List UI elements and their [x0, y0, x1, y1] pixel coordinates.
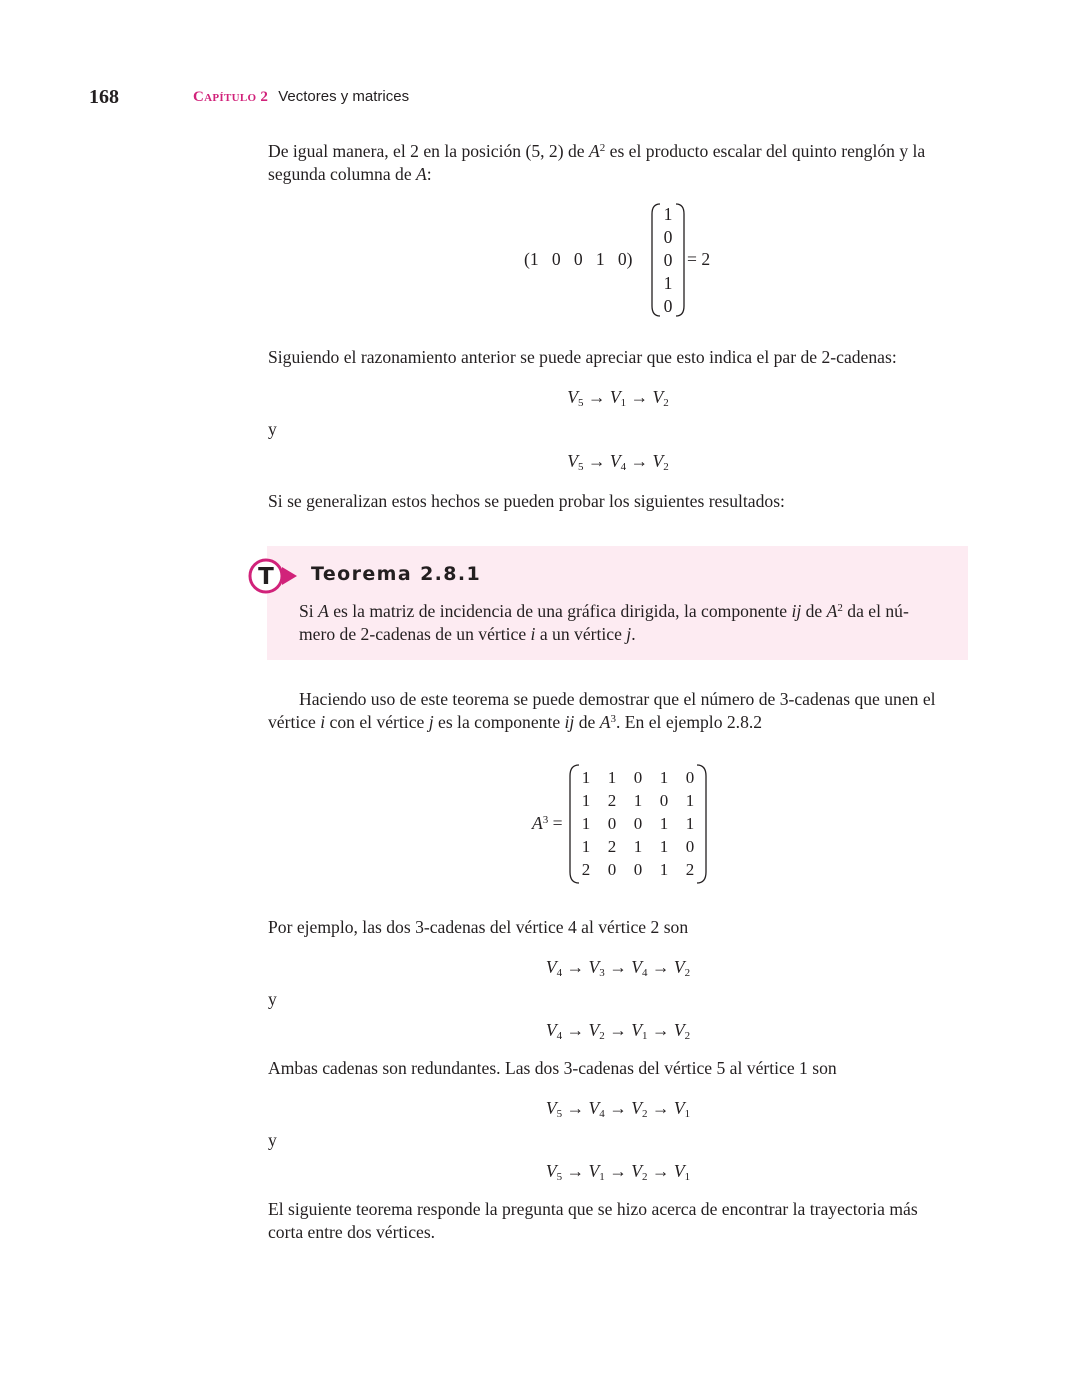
chain-1: $V_5 \to V_1 \to V_2$ [567, 387, 669, 409]
matrix-cell: 0 [633, 860, 643, 879]
matrix-cell: 1 [659, 814, 669, 833]
conjunction-y: y [268, 419, 277, 439]
matrix-row [573, 835, 703, 858]
paragraph-4 [268, 688, 968, 734]
matrix-cell: 1 [659, 837, 669, 856]
paragraph-7 [268, 1198, 968, 1244]
matrix-cell: 1 [581, 837, 591, 856]
theorem-line-2: mero de 2-cadenas de un vértice i a un vértice j. [299, 624, 636, 644]
matrix-row [573, 766, 703, 789]
running-header [193, 88, 409, 106]
matrix-cell: 1 [607, 768, 617, 787]
theorem-icon [247, 557, 299, 595]
matrix-cell: 1 [685, 791, 695, 810]
matrix-cell: 2 [607, 791, 617, 810]
matrix-cell: 1 [581, 768, 591, 787]
paragraph-5: Por ejemplo, las dos 3-cadenas del vértice 4 al vértice 2 son [268, 917, 689, 937]
theorem-icon-letter: T [258, 564, 274, 590]
row-vector: (1 0 0 1 0) [524, 249, 633, 269]
matrix-label: $A^3$ = [532, 813, 563, 833]
paragraph-7-line-1: El siguiente teorema responde la pregunta que se hizo acerca de encontrar la trayectoria más [268, 1199, 918, 1219]
column-vector [660, 203, 676, 318]
matrix-cell: 1 [581, 791, 591, 810]
matrix-cell: 1 [633, 791, 643, 810]
matrix-row [573, 812, 703, 835]
chain-6: $V_5 \to V_1 \to V_2 \to V_1$ [545, 1161, 691, 1183]
theorem-statement [299, 600, 949, 646]
matrix-cell: 0 [633, 768, 643, 787]
theorem-line-1: Si A es la matriz de incidencia de una gráfica dirigida, la componente ij de $A^2$ da el nú- [299, 601, 909, 621]
chapter-title: Vectores y matrices [278, 88, 410, 105]
chain-5: $V_5 \to V_4 \to V_2 \to V_1$ [545, 1098, 691, 1120]
column-vector-entry: 0 [663, 250, 673, 270]
matrix-cell: 2 [581, 860, 591, 879]
matrix-cell: 0 [607, 814, 617, 833]
theorem-title: Teorema 2.8.1 [311, 563, 482, 585]
chain-2: $V_5 \to V_4 \to V_2$ [567, 451, 669, 473]
paragraph-3: Si se generalizan estos hechos se pueden probar los siguientes resultados: [268, 491, 785, 511]
matrix-row [573, 789, 703, 812]
matrix-cell: 0 [659, 791, 669, 810]
matrix-cell: 2 [685, 860, 695, 879]
paragraph-4-line-2: vértice i con el vértice j es la componente ij de $A^3$. En el ejemplo 2.8.2 [268, 712, 763, 732]
matrix-cell: 0 [685, 837, 695, 856]
matrix-cell: 1 [659, 860, 669, 879]
column-vector-entry: 1 [663, 273, 673, 293]
chain-4: $V_4 \to V_2 \to V_1 \to V_2$ [545, 1020, 691, 1042]
matrix-cell: 0 [685, 768, 695, 787]
paragraph-2: Siguiendo el razonamiento anterior se puede apreciar que esto indica el par de 2-cadenas: [268, 347, 897, 367]
matrix-cell: 1 [685, 814, 695, 833]
matrix-cell: 0 [607, 860, 617, 879]
chapter-label: Capítulo 2 [193, 89, 269, 105]
matrix-cell: 2 [607, 837, 617, 856]
paragraph-7-line-2: corta entre dos vértices. [268, 1222, 436, 1242]
column-vector-entry: 0 [663, 296, 673, 316]
matrix-A3 [573, 766, 703, 881]
matrix-cell: 1 [581, 814, 591, 833]
matrix-row [573, 858, 703, 881]
paragraph-1-line-2: segunda columna de A: [268, 164, 432, 184]
paragraph-4-line-1: Haciendo uso de este teorema se puede demostrar que el número de 3-cadenas que unen el [299, 689, 936, 709]
conjunction-y: y [268, 1130, 277, 1150]
page-number: 168 [89, 86, 119, 108]
dot-product-result: = 2 [687, 249, 711, 269]
column-vector-entry: 0 [663, 227, 673, 247]
paragraph-1 [268, 140, 968, 186]
conjunction-y: y [268, 989, 277, 1009]
paragraph-1-line-1: De igual manera, el 2 en la posición (5, 2) de $A^2$ es el producto escalar del quinto renglón y la [268, 141, 926, 161]
matrix-cell: 0 [633, 814, 643, 833]
matrix-cell: 1 [633, 837, 643, 856]
chain-3: $V_4 \to V_3 \to V_4 \to V_2$ [545, 957, 691, 979]
column-vector-entry: 1 [663, 204, 673, 224]
paragraph-6: Ambas cadenas son redundantes. Las dos 3-cadenas del vértice 5 al vértice 1 son [268, 1058, 837, 1078]
matrix-cell: 1 [659, 768, 669, 787]
